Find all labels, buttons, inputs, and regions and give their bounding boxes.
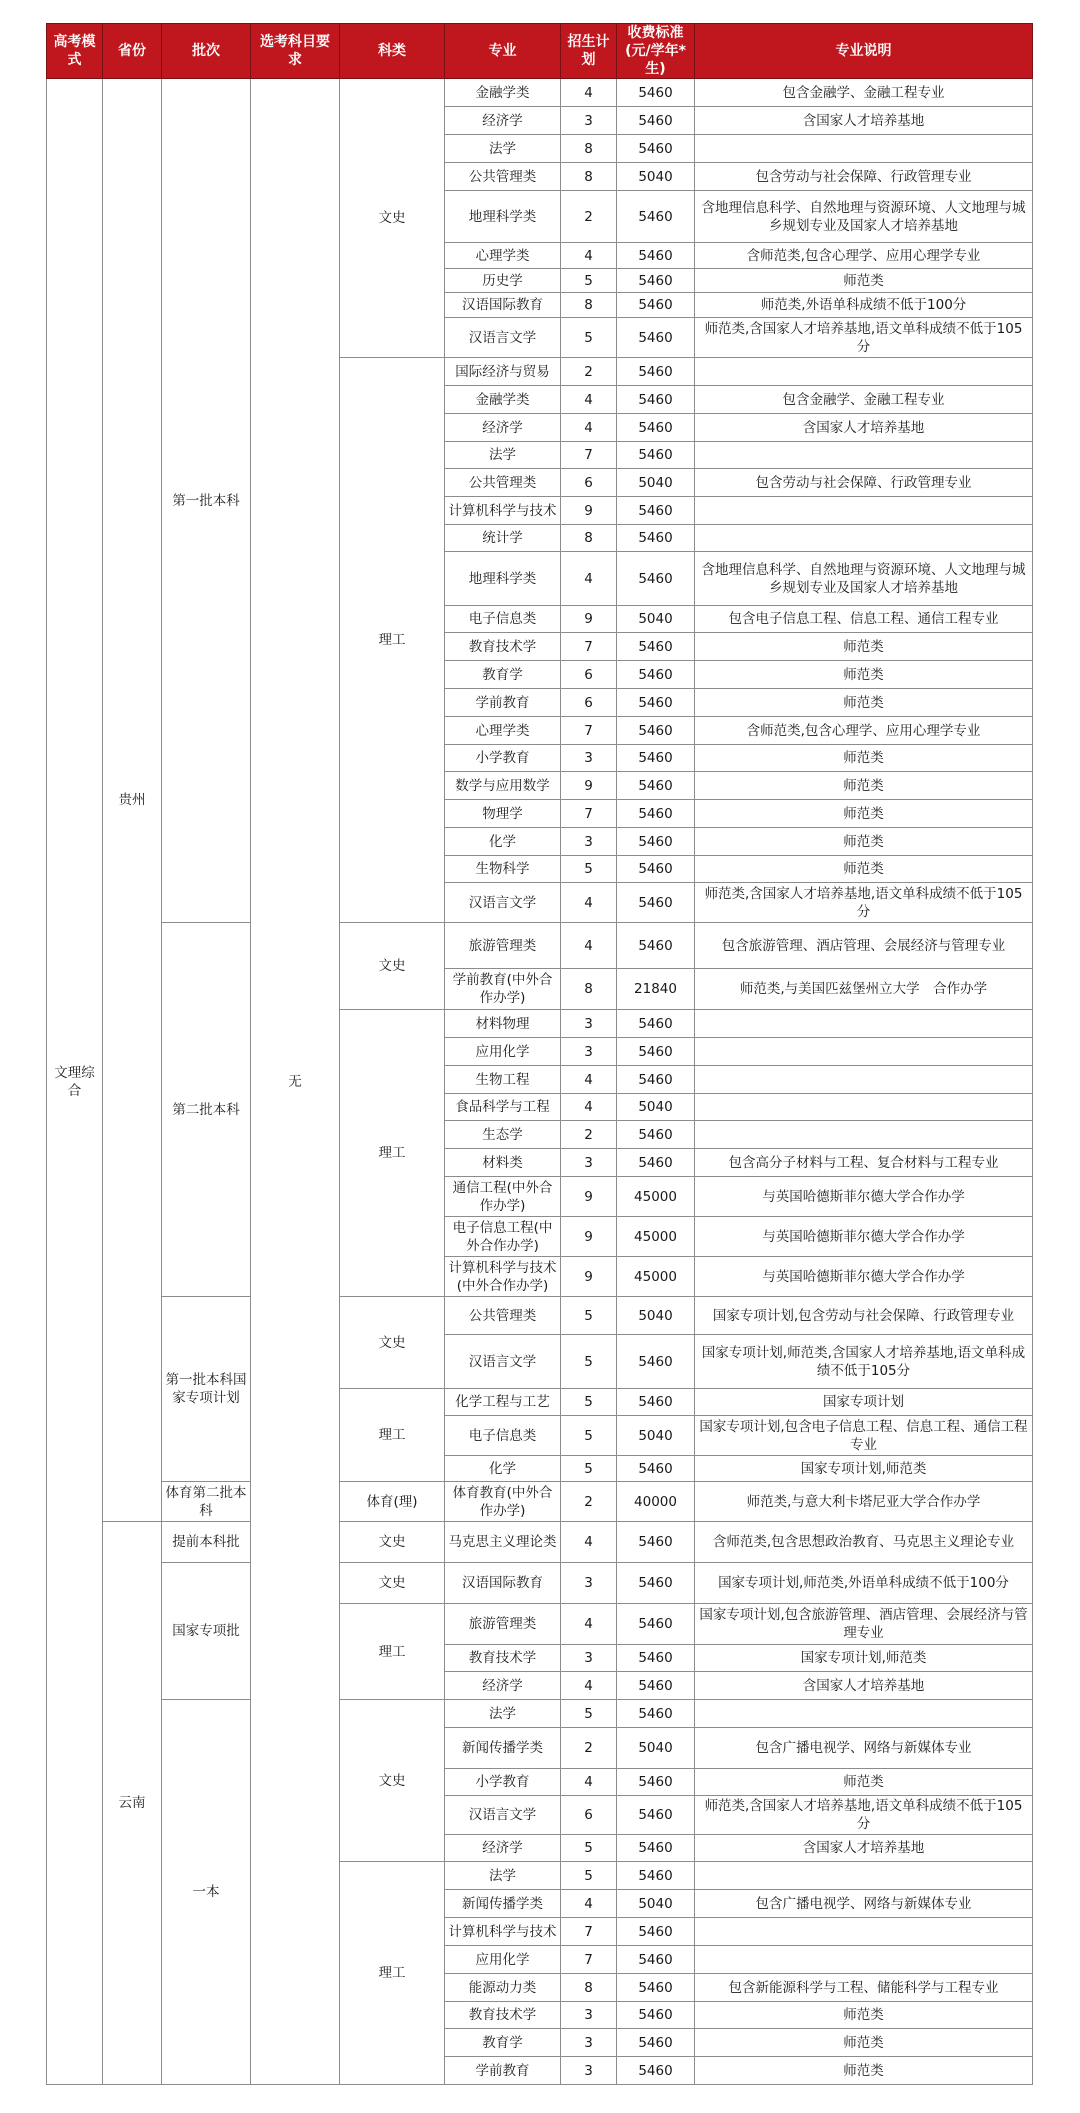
category-cell: 文史 [340,1522,445,1563]
category-cell: 体育(理) [340,1482,445,1522]
major-description-cell [695,442,1033,469]
plan-count-cell: 5 [561,1389,617,1416]
fee-cell: 5460 [617,856,695,883]
major-cell: 学前教育(中外合作办学) [445,969,561,1010]
fee-cell: 5460 [617,1066,695,1094]
plan-count-cell: 3 [561,745,617,772]
plan-count-cell: 2 [561,191,617,243]
table-body [47,79,1033,2085]
major-cell: 历史学 [445,269,561,293]
major-description-cell: 师范类,含国家人才培养基地,语文单科成绩不低于105分 [695,318,1033,358]
major-description-cell: 含国家人才培养基地 [695,1835,1033,1862]
major-cell: 心理学类 [445,717,561,745]
major-cell: 新闻传播学类 [445,1728,561,1769]
plan-count-cell: 5 [561,856,617,883]
major-cell: 法学 [445,442,561,469]
plan-count-cell: 9 [561,1177,617,1217]
major-cell: 法学 [445,1700,561,1728]
header-province: 省份 [103,24,162,79]
major-description-cell [695,135,1033,163]
major-cell: 计算机科学与技术 [445,497,561,525]
major-description-cell: 师范类 [695,2002,1033,2029]
major-cell: 教育学 [445,2029,561,2057]
fee-cell: 5460 [617,1672,695,1700]
plan-count-cell: 8 [561,525,617,552]
fee-cell: 5460 [617,318,695,358]
fee-cell: 5460 [617,923,695,969]
major-cell: 金融学类 [445,386,561,414]
batch-cell: 提前本科批 [162,1522,251,1563]
fee-cell: 5460 [617,717,695,745]
major-cell: 汉语言文学 [445,1335,561,1389]
major-description-cell: 师范类 [695,1769,1033,1796]
fee-cell: 5040 [617,1416,695,1456]
fee-cell: 5040 [617,1890,695,1918]
major-description-cell: 与英国哈德斯菲尔德大学合作办学 [695,1177,1033,1217]
plan-count-cell: 4 [561,414,617,442]
plan-count-cell: 4 [561,79,617,107]
fee-cell: 5460 [617,1645,695,1672]
major-cell: 学前教育 [445,689,561,717]
major-cell: 地理科学类 [445,552,561,606]
plan-count-cell: 6 [561,1796,617,1835]
major-description-cell: 师范类,含国家人才培养基地,语文单科成绩不低于105分 [695,1796,1033,1835]
plan-count-cell: 8 [561,969,617,1010]
plan-count-cell: 4 [561,1094,617,1121]
plan-count-cell: 8 [561,163,617,191]
major-description-cell: 与英国哈德斯菲尔德大学合作办学 [695,1217,1033,1257]
major-description-cell: 师范类 [695,2057,1033,2085]
subject-requirement-cell: 无 [251,79,340,2085]
plan-count-cell: 9 [561,1257,617,1297]
major-cell: 法学 [445,1862,561,1890]
major-cell: 金融学类 [445,79,561,107]
fee-cell: 5460 [617,828,695,856]
major-description-cell: 含国家人才培养基地 [695,107,1033,135]
category-cell: 理工 [340,358,445,923]
plan-count-cell: 3 [561,107,617,135]
table-row [47,1522,1033,1563]
fee-cell: 5460 [617,1522,695,1563]
major-cell: 应用化学 [445,1946,561,1974]
exam-mode-cell: 文理综合 [47,79,103,2085]
major-cell: 国际经济与贸易 [445,358,561,386]
header-subject-req: 选考科目要求 [251,24,340,79]
major-description-cell: 师范类 [695,745,1033,772]
major-cell: 心理学类 [445,243,561,269]
major-cell: 教育技术学 [445,1645,561,1672]
plan-count-cell: 7 [561,800,617,828]
major-cell: 公共管理类 [445,1297,561,1335]
major-description-cell [695,358,1033,386]
fee-cell: 45000 [617,1177,695,1217]
province-cell: 贵州 [103,79,162,1522]
fee-cell: 5460 [617,745,695,772]
fee-cell: 5460 [617,191,695,243]
major-cell: 法学 [445,135,561,163]
major-cell: 电子信息工程(中外合作办学) [445,1217,561,1257]
plan-count-cell: 3 [561,828,617,856]
header-desc: 专业说明 [695,24,1033,79]
major-cell: 体育教育(中外合作办学) [445,1482,561,1522]
major-description-cell [695,497,1033,525]
major-description-cell: 与英国哈德斯菲尔德大学合作办学 [695,1257,1033,1297]
major-cell: 学前教育 [445,2057,561,2085]
fee-cell: 5460 [617,107,695,135]
plan-count-cell: 8 [561,293,617,318]
major-cell: 汉语言文学 [445,1796,561,1835]
fee-cell: 5460 [617,1946,695,1974]
fee-cell: 5460 [617,772,695,800]
major-description-cell: 包含金融学、金融工程专业 [695,386,1033,414]
major-description-cell: 国家专项计划,师范类 [695,1645,1033,1672]
plan-count-cell: 4 [561,386,617,414]
plan-count-cell: 3 [561,1038,617,1066]
fee-cell: 5040 [617,1297,695,1335]
plan-count-cell: 3 [561,1149,617,1177]
major-description-cell: 包含广播电视学、网络与新媒体专业 [695,1890,1033,1918]
category-cell: 理工 [340,1010,445,1297]
fee-cell: 5460 [617,1121,695,1149]
fee-cell: 5460 [617,1389,695,1416]
plan-count-cell: 9 [561,606,617,633]
fee-cell: 5460 [617,243,695,269]
major-cell: 马克思主义理论类 [445,1522,561,1563]
fee-cell: 5040 [617,606,695,633]
major-description-cell: 包含金融学、金融工程专业 [695,79,1033,107]
fee-cell: 5460 [617,1038,695,1066]
plan-count-cell: 5 [561,1835,617,1862]
major-description-cell: 国家专项计划,师范类,含国家人才培养基地,语文单科成绩不低于105分 [695,1335,1033,1389]
major-cell: 材料物理 [445,1010,561,1038]
table-row [47,1563,1033,1604]
table-row [47,1297,1033,1335]
category-cell: 理工 [340,1862,445,2085]
major-description-cell: 国家专项计划 [695,1389,1033,1416]
plan-count-cell: 4 [561,883,617,923]
fee-cell: 5040 [617,469,695,497]
fee-cell: 5460 [617,1796,695,1835]
fee-cell: 5460 [617,1604,695,1645]
fee-cell: 5460 [617,414,695,442]
fee-cell: 5460 [617,1335,695,1389]
major-cell: 能源动力类 [445,1974,561,2002]
major-description-cell [695,1038,1033,1066]
province-cell: 云南 [103,1522,162,2085]
major-description-cell [695,1700,1033,1728]
major-description-cell: 师范类 [695,856,1033,883]
major-description-cell: 包含劳动与社会保障、行政管理专业 [695,469,1033,497]
fee-cell: 5460 [617,1974,695,2002]
major-description-cell: 含师范类,包含思想政治教育、马克思主义理论专业 [695,1522,1033,1563]
plan-count-cell: 8 [561,1974,617,2002]
category-cell: 文史 [340,923,445,1010]
major-description-cell: 师范类,与美国匹兹堡州立大学 合作办学 [695,969,1033,1010]
category-cell: 理工 [340,1604,445,1700]
header-major: 专业 [445,24,561,79]
major-description-cell: 含国家人才培养基地 [695,1672,1033,1700]
major-description-cell: 师范类 [695,633,1033,661]
header-category: 科类 [340,24,445,79]
plan-count-cell: 5 [561,1862,617,1890]
fee-cell: 45000 [617,1217,695,1257]
major-description-cell [695,525,1033,552]
major-description-cell: 含地理信息科学、自然地理与资源环境、人文地理与城乡规划专业及国家人才培养基地 [695,552,1033,606]
major-cell: 新闻传播学类 [445,1890,561,1918]
major-description-cell: 国家专项计划,包含旅游管理、酒店管理、会展经济与管理专业 [695,1604,1033,1645]
major-description-cell: 包含劳动与社会保障、行政管理专业 [695,163,1033,191]
major-description-cell: 师范类 [695,661,1033,689]
major-cell: 旅游管理类 [445,923,561,969]
plan-count-cell: 2 [561,358,617,386]
fee-cell: 40000 [617,1482,695,1522]
fee-cell: 5460 [617,1563,695,1604]
major-cell: 生物工程 [445,1066,561,1094]
fee-cell: 5460 [617,525,695,552]
major-description-cell: 包含新能源科学与工程、储能科学与工程专业 [695,1974,1033,2002]
plan-count-cell: 6 [561,661,617,689]
major-cell: 食品科学与工程 [445,1094,561,1121]
major-description-cell: 包含电子信息工程、信息工程、通信工程专业 [695,606,1033,633]
major-cell: 小学教育 [445,745,561,772]
major-cell: 教育学 [445,661,561,689]
plan-count-cell: 4 [561,1604,617,1645]
major-description-cell: 含地理信息科学、自然地理与资源环境、人文地理与城乡规划专业及国家人才培养基地 [695,191,1033,243]
plan-count-cell: 3 [561,2002,617,2029]
fee-cell: 5460 [617,1835,695,1862]
major-description-cell [695,1918,1033,1946]
plan-count-cell: 7 [561,1918,617,1946]
major-cell: 生态学 [445,1121,561,1149]
batch-cell: 第一批本科国家专项计划 [162,1297,251,1482]
major-description-cell: 师范类 [695,689,1033,717]
major-cell: 汉语言文学 [445,318,561,358]
major-cell: 计算机科学与技术 [445,1918,561,1946]
plan-count-cell: 3 [561,2057,617,2085]
category-cell: 文史 [340,1297,445,1389]
fee-cell: 5040 [617,1728,695,1769]
major-description-cell: 师范类,外语单科成绩不低于100分 [695,293,1033,318]
plan-count-cell: 3 [561,1563,617,1604]
fee-cell: 5460 [617,442,695,469]
fee-cell: 5460 [617,1010,695,1038]
fee-cell: 21840 [617,969,695,1010]
plan-count-cell: 9 [561,1217,617,1257]
plan-count-cell: 7 [561,633,617,661]
plan-count-cell: 2 [561,1121,617,1149]
fee-cell: 5460 [617,135,695,163]
major-description-cell: 国家专项计划,师范类 [695,1456,1033,1482]
major-cell: 电子信息类 [445,1416,561,1456]
major-description-cell: 师范类,与意大利卡塔尼亚大学合作办学 [695,1482,1033,1522]
major-description-cell: 师范类 [695,269,1033,293]
table-row [47,79,1033,107]
major-cell: 电子信息类 [445,606,561,633]
plan-count-cell: 5 [561,269,617,293]
major-description-cell: 师范类,含国家人才培养基地,语文单科成绩不低于105分 [695,883,1033,923]
fee-cell: 5460 [617,269,695,293]
major-cell: 公共管理类 [445,469,561,497]
major-cell: 化学 [445,828,561,856]
major-description-cell: 包含高分子材料与工程、复合材料与工程专业 [695,1149,1033,1177]
admission-plan-table [46,23,1033,2085]
fee-cell: 5460 [617,689,695,717]
plan-count-cell: 9 [561,497,617,525]
fee-cell: 5460 [617,1769,695,1796]
major-description-cell [695,1946,1033,1974]
major-cell: 旅游管理类 [445,1604,561,1645]
fee-cell: 5460 [617,79,695,107]
plan-count-cell: 3 [561,2029,617,2057]
category-cell: 理工 [340,1389,445,1482]
fee-cell: 5460 [617,2002,695,2029]
batch-cell: 第一批本科 [162,79,251,923]
plan-count-cell: 4 [561,552,617,606]
plan-count-cell: 5 [561,1297,617,1335]
fee-cell: 5460 [617,1456,695,1482]
major-cell: 经济学 [445,1672,561,1700]
fee-cell: 5460 [617,1918,695,1946]
batch-cell: 体育第二批本科 [162,1482,251,1522]
major-cell: 计算机科学与技术(中外合作办学) [445,1257,561,1297]
major-description-cell: 国家专项计划,师范类,外语单科成绩不低于100分 [695,1563,1033,1604]
fee-cell: 5460 [617,661,695,689]
plan-count-cell: 7 [561,1946,617,1974]
major-description-cell: 国家专项计划,包含电子信息工程、信息工程、通信工程专业 [695,1416,1033,1456]
fee-cell: 5460 [617,1149,695,1177]
major-cell: 统计学 [445,525,561,552]
table-row [47,1700,1033,1728]
plan-count-cell: 5 [561,1416,617,1456]
major-cell: 化学 [445,1456,561,1482]
batch-cell: 一本 [162,1700,251,2085]
major-cell: 汉语国际教育 [445,1563,561,1604]
plan-count-cell: 3 [561,1645,617,1672]
table-row [47,923,1033,969]
fee-cell: 45000 [617,1257,695,1297]
plan-count-cell: 4 [561,923,617,969]
major-cell: 公共管理类 [445,163,561,191]
header-mode: 高考模式 [47,24,103,79]
plan-count-cell: 5 [561,1456,617,1482]
plan-count-cell: 2 [561,1728,617,1769]
major-description-cell: 师范类 [695,800,1033,828]
fee-cell: 5460 [617,883,695,923]
major-description-cell: 含师范类,包含心理学、应用心理学专业 [695,717,1033,745]
major-cell: 数学与应用数学 [445,772,561,800]
major-cell: 应用化学 [445,1038,561,1066]
major-description-cell [695,1121,1033,1149]
major-cell: 教育技术学 [445,2002,561,2029]
header-fee: 收费标准(元/学年*生) [617,24,695,79]
plan-count-cell: 4 [561,1890,617,1918]
fee-cell: 5460 [617,358,695,386]
major-description-cell [695,1066,1033,1094]
major-cell: 经济学 [445,1835,561,1862]
major-cell: 汉语言文学 [445,883,561,923]
plan-count-cell: 4 [561,1769,617,1796]
plan-count-cell: 4 [561,1672,617,1700]
major-cell: 经济学 [445,107,561,135]
fee-cell: 5460 [617,2029,695,2057]
plan-count-cell: 5 [561,1700,617,1728]
plan-count-cell: 2 [561,1482,617,1522]
plan-count-cell: 4 [561,243,617,269]
fee-cell: 5460 [617,1700,695,1728]
fee-cell: 5460 [617,497,695,525]
major-cell: 经济学 [445,414,561,442]
plan-count-cell: 5 [561,1335,617,1389]
plan-count-cell: 3 [561,1010,617,1038]
batch-cell: 国家专项批 [162,1563,251,1700]
major-cell: 化学工程与工艺 [445,1389,561,1416]
major-description-cell: 包含广播电视学、网络与新媒体专业 [695,1728,1033,1769]
plan-count-cell: 7 [561,717,617,745]
major-description-cell: 含师范类,包含心理学、应用心理学专业 [695,243,1033,269]
major-description-cell [695,1862,1033,1890]
fee-cell: 5460 [617,293,695,318]
major-description-cell: 师范类 [695,2029,1033,2057]
header-plan: 招生计划 [561,24,617,79]
fee-cell: 5460 [617,552,695,606]
major-cell: 小学教育 [445,1769,561,1796]
category-cell: 文史 [340,79,445,358]
plan-count-cell: 8 [561,135,617,163]
fee-cell: 5460 [617,1862,695,1890]
major-description-cell: 包含旅游管理、酒店管理、会展经济与管理专业 [695,923,1033,969]
major-cell: 通信工程(中外合作办学) [445,1177,561,1217]
major-description-cell [695,1010,1033,1038]
plan-count-cell: 7 [561,442,617,469]
plan-count-cell: 6 [561,469,617,497]
major-cell: 地理科学类 [445,191,561,243]
fee-cell: 5460 [617,386,695,414]
header-batch: 批次 [162,24,251,79]
table-row [47,1482,1033,1522]
plan-count-cell: 5 [561,318,617,358]
batch-cell: 第二批本科 [162,923,251,1297]
fee-cell: 5460 [617,633,695,661]
major-description-cell: 师范类 [695,828,1033,856]
fee-cell: 5040 [617,1094,695,1121]
major-description-cell: 师范类 [695,772,1033,800]
major-cell: 生物科学 [445,856,561,883]
major-description-cell: 国家专项计划,包含劳动与社会保障、行政管理专业 [695,1297,1033,1335]
major-cell: 汉语国际教育 [445,293,561,318]
major-description-cell [695,1094,1033,1121]
plan-count-cell: 9 [561,772,617,800]
major-cell: 教育技术学 [445,633,561,661]
major-cell: 物理学 [445,800,561,828]
fee-cell: 5460 [617,2057,695,2085]
plan-count-cell: 4 [561,1066,617,1094]
table-header-row [47,24,1033,79]
category-cell: 文史 [340,1563,445,1604]
plan-count-cell: 4 [561,1522,617,1563]
major-cell: 材料类 [445,1149,561,1177]
major-description-cell: 含国家人才培养基地 [695,414,1033,442]
fee-cell: 5460 [617,800,695,828]
category-cell: 文史 [340,1700,445,1862]
plan-count-cell: 6 [561,689,617,717]
fee-cell: 5040 [617,163,695,191]
